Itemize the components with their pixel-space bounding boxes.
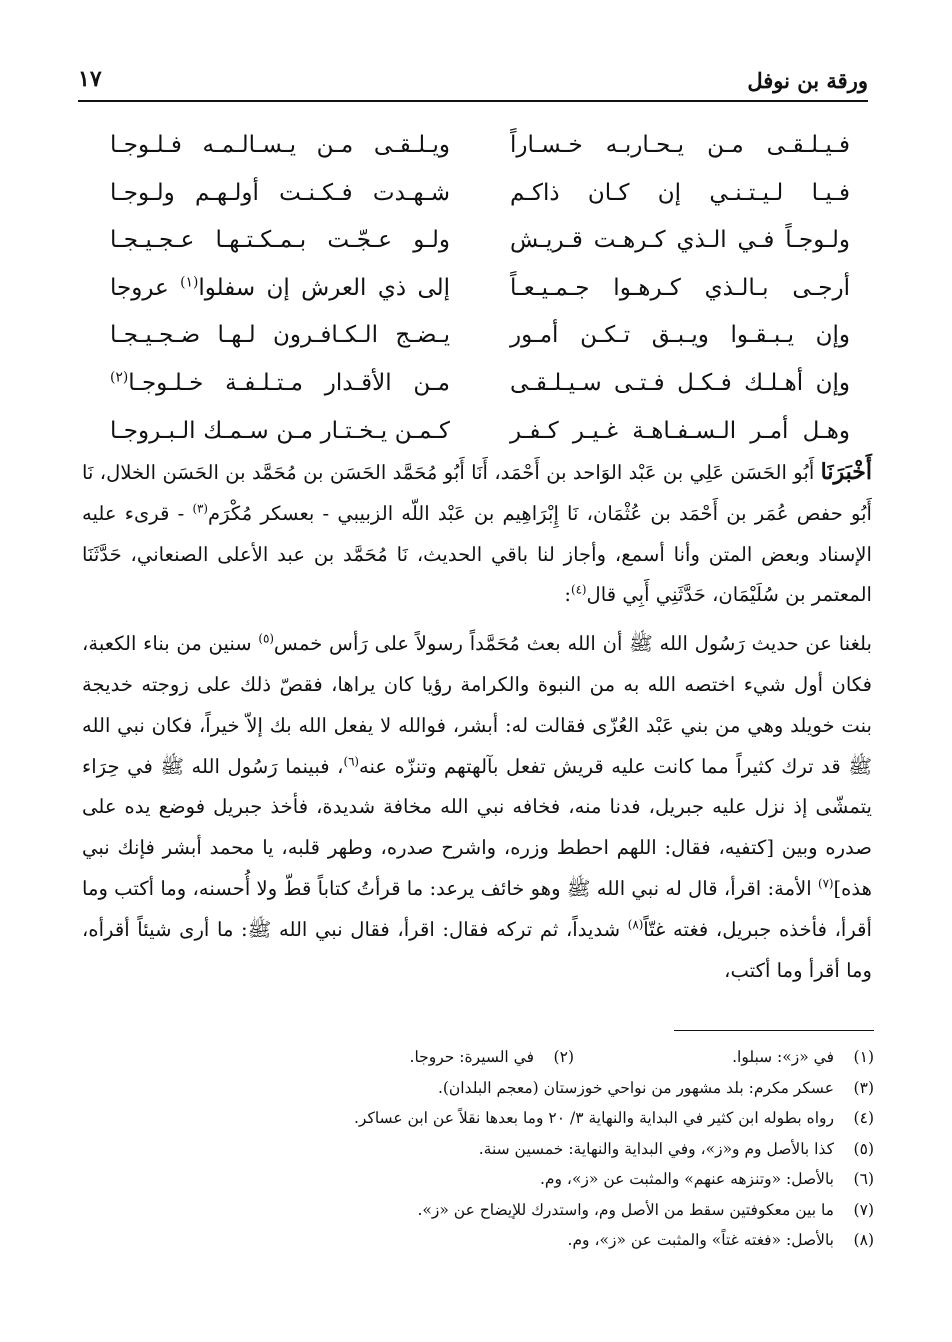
poem-verse [110,370,850,418]
footnote-ref-3: (٣) [192,501,208,516]
footnote-ref-8: (٨) [627,917,644,932]
footnote-number: (٦) [853,1170,874,1188]
hemistich-text: إلى ذي العرش إن سفلوا [198,274,451,301]
verse-first-hemistich: ولـوجـاً فـي الـذي كـرهـت قـريـش [510,227,850,254]
footnote [84,1042,874,1073]
footnote-number: (٥) [853,1139,874,1158]
verse-second-hemistich [110,275,450,301]
narrative-part-5: شديداً، ثم تركه فقال: اقرأ، فقال نبي الله ﷺ: ما أرى شيئاً أقرأه، وما أقرأ وما أكتب، [82,917,872,982]
narrative-part-4: الأمة: اقرأ، قال له نبي الله ﷺ وهو خائف يرعد: ما قرأتُ كتاباً قطّ ولا أُحسنه، وما أكتب وما أقرأ، فأخذه جبريل، فغته غتّاً [82,876,872,941]
body-text [82,452,872,991]
footnote-text: بالأصل: «وتنزهه عنهم» والمثبت عن «ز»، وم. [540,1170,834,1188]
footnote-ref-6: (٦) [343,754,359,769]
poem-verse [110,180,850,228]
footnote-text: ما بين معكوفتين سقط من الأصل وم، واستدرك للإيضاح عن «ز». [417,1200,834,1219]
footnote-number: (٤) [853,1109,874,1127]
hemistich-text: مـن الأقـدار مـتـلـفـة خـلـوجـا [128,369,450,396]
footnote-text: عسكر مكرم: بلد مشهور من نواحي خوزستان (معجم البلدان). [437,1078,834,1097]
narrative-part-1: بلغنا عن حديث رَسُول الله ﷺ أن الله بعث مُحَمَّداً رسولاً على رَأس خمس [273,632,872,656]
narrative-paragraph [82,624,872,991]
footnote-text: كذا بالأصل وم و«ز»، وفي البداية والنهاية: خمسين سنة. [478,1139,834,1158]
verse-second-hemistich: شـهـدت فـكـنـت أولـهـم ولـوجـا [110,179,450,206]
footnote-inline [410,1042,574,1073]
footnote-number: (٧) [853,1200,874,1219]
narrative-part-3: ، فبينما رَسُول الله ﷺ في حِرَاء يتمشّى إذ نزل عليه جبريل، فدنا منه، فخافه نبي الله مخافة شديدة، فأخذ جبريل فوضع يده على صدره وبين [كتفيه، فقال: اللهم احطط وزره، واشرح صدره، وطهر قلبه، يا محمد أبشر فإنك نبي هذه] [82,754,872,900]
verse-first-hemistich: وإن أهـلـك فـكـل فـتـى سـيـلـقـى [510,369,850,396]
verse-second-hemistich: ولـو عـجّـت بـمـكـتـهـا عـجـيـجـا [110,227,450,254]
running-title: ورقة بن نوفل [747,68,868,93]
footnote-ref-4: (٤) [571,582,587,597]
verse-second-hemistich: كـمـن يـخـتـار مـن سـمـك الـبـروجـا [110,417,450,444]
footnote [84,1195,874,1226]
footnote-number: (٨) [853,1231,874,1249]
footnote-number: (٣) [853,1078,874,1097]
footnote [84,1134,874,1165]
hemistich-tail: عروجا [110,274,181,301]
poem-verse [110,322,850,370]
verse-first-hemistich: وهـل أمـر الـسـفـاهـة غـيـر كـفـر [510,417,850,444]
verse-first-hemistich: وإن يـبـقـوا ويـبـق تـكـن أمـور [510,322,850,349]
footnote [84,1073,874,1104]
footnote-ref-5: (٥) [258,631,274,646]
footnote-text: بالأصل: «فغته غتاً» والمثبت عن «ز»، وم. [567,1231,834,1249]
verse-first-hemistich: فـيـلـقـى مـن يـحـاربـه خـسـاراً [510,132,850,158]
verse-first-hemistich: أرجـى بـالـذي كـرهـوا جـمـيـعـاً [510,274,850,301]
footnote-ref-1: (١) [180,274,199,291]
page-number: ١٧ [78,66,102,92]
footnote [84,1225,874,1256]
footnote-number: (٢) [553,1048,574,1066]
running-header [78,62,868,102]
footnote-text: رواه بطوله ابن كثير في البداية والنهاية ٣/ ٢٠ وما بعدها نقلاً عن ابن عساكر. [353,1109,834,1127]
footnote-number: (١) [853,1048,874,1066]
header-rule [78,100,868,102]
poem-verse [110,227,850,275]
isnad-text-a: أَبُو الحَسَن عَلِي بن عَبْد الوَاحد بن أَحْمَد، أَنَا أَبُو مُحَمَّد الحَسَن بن مُحَمَّد بن الحَسَن الخلال، نَا أَبُو حفص عُمَر بن أَحْمَد بن عُثْمَان، نَا إِبْرَاهِيم بن عَبْد اللّه الزبيبي - بعسكر مُكْرَم [82,461,872,525]
verse-second-hemistich: ويـلـقـى مـن يـسـالـمـه فـلـوجـا [110,132,450,158]
footnote-rule [674,1030,874,1031]
isnad-lead: أَخْبَرَنَا [820,459,872,485]
poem-verse [110,275,850,323]
footnote-text: في السيرة: حروجا. [409,1048,534,1066]
isnad-text-c: : [564,583,572,607]
verse-second-hemistich [110,370,450,396]
poem [110,132,850,465]
verse-first-hemistich: فـيـا لـيـتـنـي إن كـان ذاكـم [510,179,850,206]
footnote [84,1103,874,1134]
poem-verse [110,132,850,180]
footnote-text: في «ز»: سبلوا. [732,1048,834,1066]
verse-second-hemistich: يـضـج الـكـافـرون لـهـا ضـجـيـجـا [110,322,450,349]
footnote-ref-2: (٢) [110,369,129,386]
isnad-paragraph [82,452,872,616]
isnad-text-b: - قرىء عليه الإسناد وبعض المتن وأنا أسمع، وأجاز لنا باقي الحديث، نَا مُحَمَّد بن عبد الأعلى الصنعاني، حَدَّثَنَا المعتمر بن سُلَيْمَان، حَدَّثَنِي أَبِي قال [82,501,872,607]
narrative-part-2: سنين من بناء الكعبة، فكان أول شيء اختصه الله به من النبوة والكرامة رؤيا كان يراها، فقصّ ذلك على زوجته خديجة بنت خويلد وهي من بني عَبْد العُزّى فقالت له: أبشر، فوالله لا يفعل الله بك إلاّ خيراً، فكان نبي الله ﷺ قد ترك كثيراً مما كانت عليه قريش تفعل بآلهتهم وتنزّه عنه [82,632,872,778]
footnote-ref-7: (٧) [817,876,834,891]
footnote [84,1164,874,1195]
footnotes [84,1042,874,1256]
